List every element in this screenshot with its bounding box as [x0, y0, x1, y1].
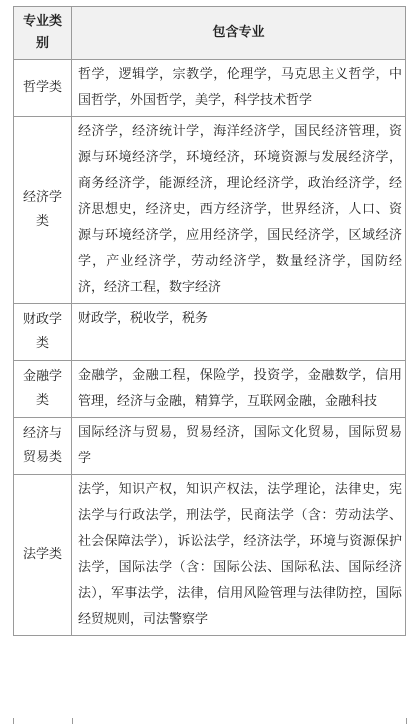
category-cell: 经济与贸易类 [14, 418, 72, 475]
major-category-table [13, 6, 406, 636]
table-row [14, 60, 406, 117]
majors-cell: 国际经济与贸易，贸易经济，国际文化贸易，国际贸易学 [72, 418, 406, 475]
category-cell: 法学类 [14, 475, 72, 636]
majors-cell: 法学，知识产权，知识产权法，法学理论，法律史，宪法学与行政法学，刑法学，民商法学（含：劳动法学、社会保障法学），诉讼法学，经济法学，环境与资源保护法学，国际法学（含：国际公法、国际私法、国际经济法），军事法学，法律，信用风险管理与法律防控，国际经贸规则，司法警察学 [72, 475, 406, 636]
majors-cell: 经济学，经济统计学，海洋经济学，国民经济管理，资源与环境经济学，环境经济，环境资源与发展经济学，商务经济学，能源经济，理论经济学，政治经济学，经济思想史，经济史，西方经济学，世界经济，人口、资源与环境经济学，应用经济学，国民经济学，区域经济学，产业经济学，劳动经济学，数量经济学，国防经济，经济工程，数字经济 [72, 117, 406, 304]
majors-cell: 金融学，金融工程，保险学，投资学，金融数学，信用管理，经济与金融，精算学，互联网金融，金融科技 [72, 361, 406, 418]
header-majors: 包含专业 [72, 7, 406, 60]
category-cell: 金融学类 [14, 361, 72, 418]
table-row [14, 117, 406, 304]
column-divider [72, 718, 73, 724]
table-row [14, 361, 406, 418]
majors-cell: 哲学，逻辑学，宗教学，伦理学，马克思主义哲学，中国哲学，外国哲学，美学，科学技术哲学 [72, 60, 406, 117]
majors-cell: 财政学，税收学，税务 [72, 304, 406, 361]
table-row [14, 475, 406, 636]
header-category: 专业类别 [14, 7, 72, 60]
category-cell: 经济学类 [14, 117, 72, 304]
table-row [14, 418, 406, 475]
table-row [14, 304, 406, 361]
table-continuation [13, 718, 407, 724]
category-cell: 哲学类 [14, 60, 72, 117]
category-cell: 财政学类 [14, 304, 72, 361]
table-header-row [14, 7, 406, 60]
